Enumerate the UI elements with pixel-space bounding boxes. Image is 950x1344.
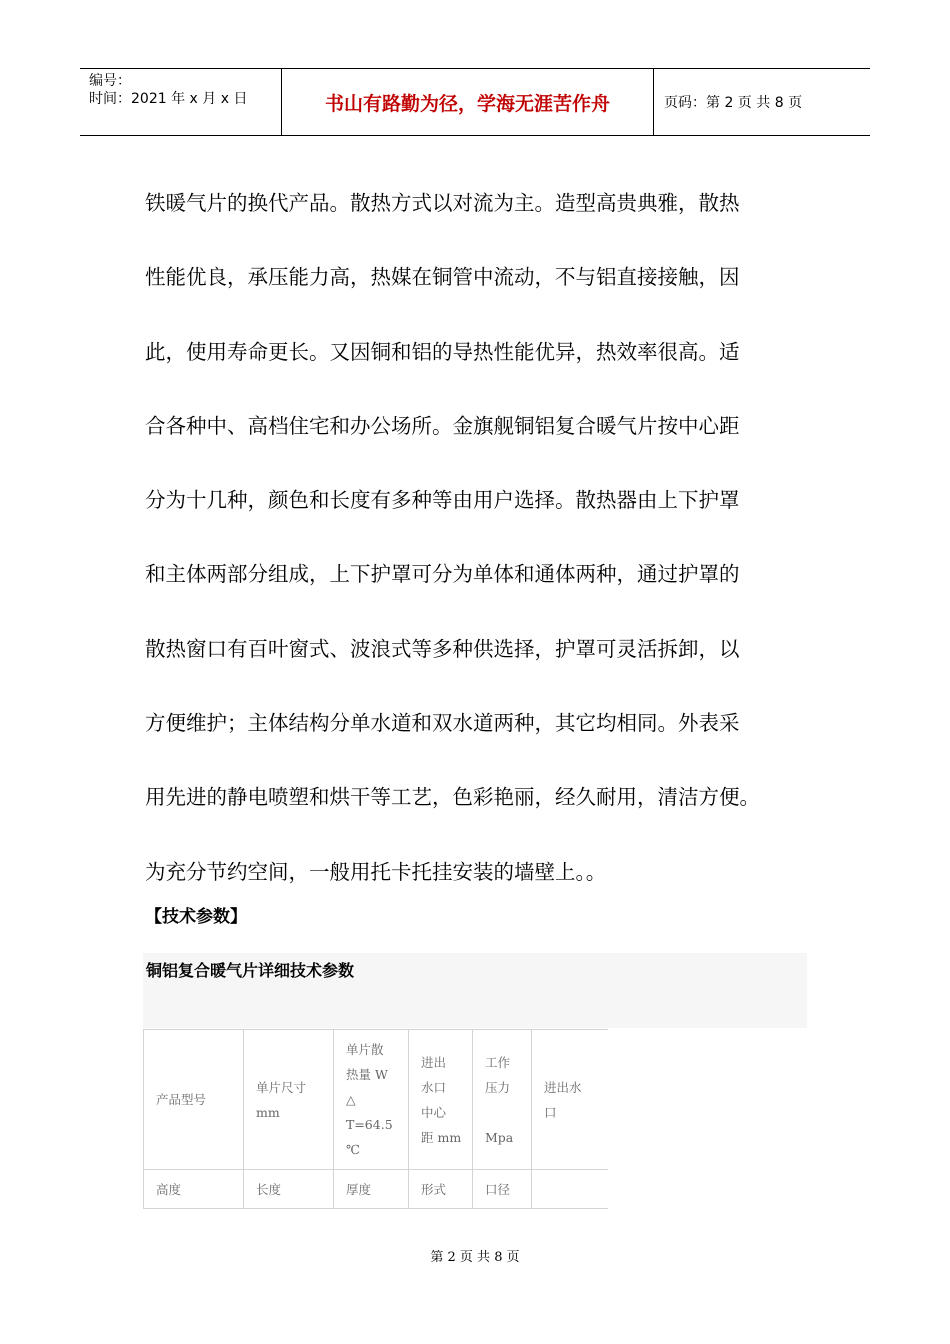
cell-line: 进出 <box>421 1054 447 1070</box>
table-cell: 口径 <box>473 1170 532 1209</box>
header-page-indicator: 页码：第 2 页 共 8 页 <box>664 95 803 111</box>
table-cell: 厚度 <box>334 1170 409 1209</box>
body-line: 方便维护；主体结构分单水道和双水道两种，其它均相同。外表采 <box>145 711 740 736</box>
body-line: 散热窗口有百叶窗式、波浪式等多种供选择，护罩可灵活拆卸，以 <box>145 636 740 661</box>
cell-line: 中心 <box>421 1104 447 1120</box>
cell-line: △ <box>346 1092 356 1107</box>
table-cell <box>532 1170 608 1209</box>
header-cell-center-distance <box>409 1030 473 1170</box>
document-date-label: 时间：2021 年 x 月 x 日 <box>89 91 248 107</box>
header-cell-size <box>244 1030 334 1170</box>
cell-line: 距 mm <box>421 1129 462 1145</box>
cell-line: Mpa <box>485 1129 514 1145</box>
body-line: 用先进的静电喷塑和烘干等工艺，色彩艳丽，经久耐用，清洁方便。 <box>145 785 760 810</box>
header-cell-inlet <box>532 1030 608 1170</box>
body-paragraph <box>145 166 825 909</box>
body-line: 合各种中、高档住宅和办公场所。金旗舰铜铝复合暖气片按中心距 <box>145 413 740 438</box>
cell-line: ℃ <box>346 1142 360 1157</box>
header-cell-model <box>144 1030 244 1170</box>
table-cell: 长度 <box>244 1170 334 1209</box>
table-cell: 形式 <box>409 1170 473 1209</box>
cell-line: 产品型号 <box>156 1092 207 1107</box>
body-line: 为充分节约空间，一般用托卡托挂安装的墙壁上。。 <box>145 859 607 884</box>
cell-line: mm <box>256 1104 280 1120</box>
header-motto: 书山有路勤为径，学海无涯苦作舟 <box>282 69 654 135</box>
table-header-row <box>144 1030 608 1170</box>
spec-table <box>143 1029 608 1209</box>
cell-line: 进出水 <box>544 1079 582 1095</box>
table-title: 铜铝复合暖气片详细技术参数 <box>146 961 355 980</box>
cell-line: 压力 <box>485 1079 511 1095</box>
table-row <box>144 1170 608 1209</box>
cell-line: 单片尺寸 <box>256 1079 307 1095</box>
body-line: 和主体两部分组成，上下护罩可分为单体和通体两种，通过护罩的 <box>145 562 740 587</box>
cell-line: 热量 W <box>346 1067 388 1082</box>
body-line: 性能优良，承压能力高，热媒在铜管中流动，不与铝直接接触，因 <box>145 265 740 290</box>
header-cell-pressure <box>473 1030 532 1170</box>
section-heading: 【技术参数】 <box>145 907 247 927</box>
body-line: 此，使用寿命更长。又因铜和铝的导热性能优异，热效率很高。适 <box>145 339 740 364</box>
table-cell: 高度 <box>144 1170 244 1209</box>
cell-line <box>485 1100 531 1125</box>
cell-line: T=64.5 <box>346 1117 393 1132</box>
body-line: 铁暖气片的换代产品。散热方式以对流为主。造型高贵典雅，散热 <box>145 191 740 215</box>
cell-line: 工作 <box>485 1054 511 1070</box>
body-line: 分为十几种，颜色和长度有多种等由用户选择。散热器由上下护罩 <box>145 488 740 513</box>
cell-line: 单片散 <box>346 1042 384 1057</box>
document-number-label: 编号： <box>89 73 131 89</box>
cell-line: 口 <box>544 1104 557 1120</box>
page-footer: 第 2 页 共 8 页 <box>430 1250 520 1265</box>
header-meta <box>80 69 282 135</box>
page-header <box>80 68 870 136</box>
header-cell-heat <box>334 1030 409 1170</box>
cell-line: 水口 <box>421 1079 447 1095</box>
